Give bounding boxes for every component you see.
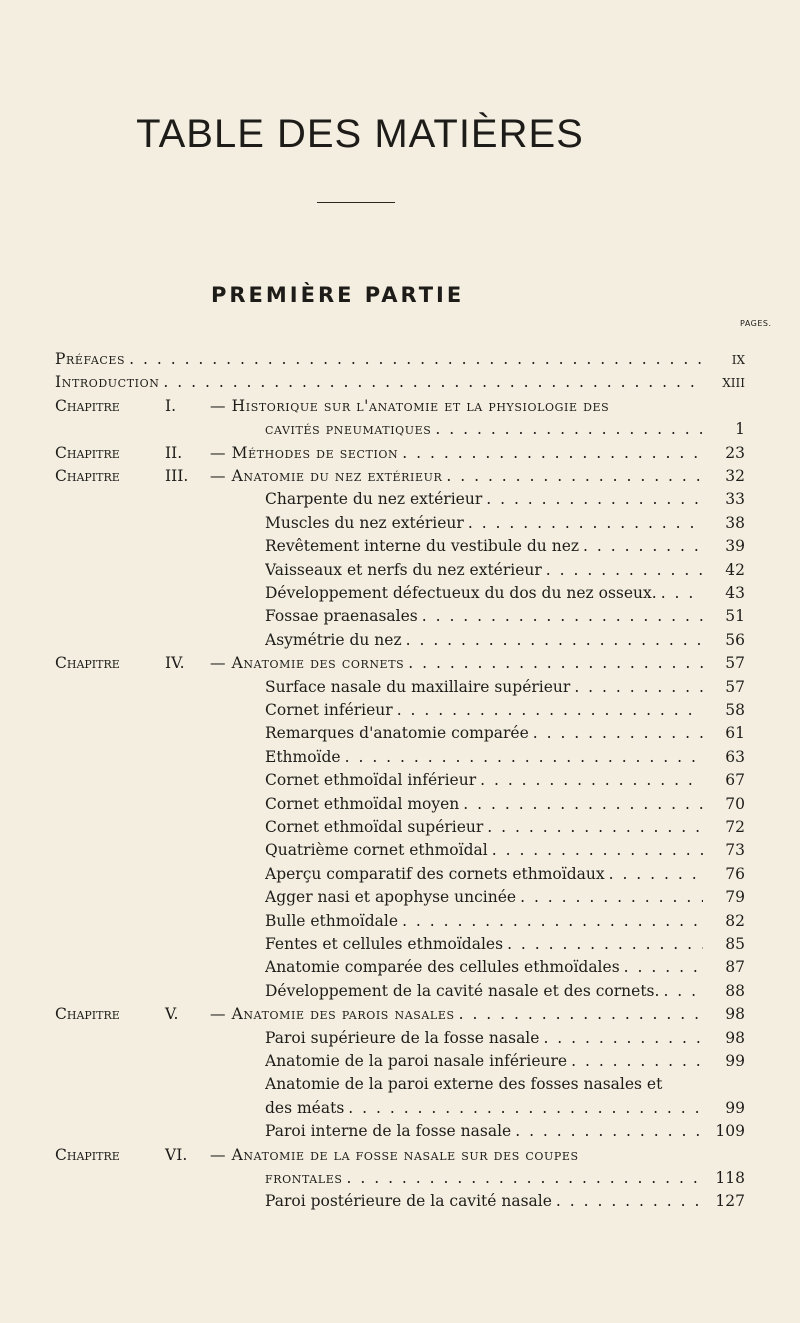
page-number: 99 xyxy=(725,1098,745,1117)
dot-leader xyxy=(609,863,703,885)
dot-leader xyxy=(624,956,703,978)
toc-entry xyxy=(55,348,745,371)
toc-entry xyxy=(265,676,745,698)
chapter-number: VI. xyxy=(165,1145,188,1164)
dot-leader xyxy=(129,348,703,370)
part-title: PREMIÈRE PARTIE xyxy=(211,283,465,307)
dot-leader xyxy=(486,488,703,510)
page-number: 76 xyxy=(725,864,745,883)
toc-section-row xyxy=(55,512,745,534)
toc-chapter-row xyxy=(55,1167,745,1189)
page-number: 98 xyxy=(725,1005,745,1024)
dot-leader xyxy=(345,746,703,768)
chapter-label: Chapitre xyxy=(55,654,120,673)
page-number: 57 xyxy=(725,677,745,696)
toc-section-row xyxy=(55,910,745,932)
toc-section-row xyxy=(55,1073,745,1095)
page-number: 98 xyxy=(725,1028,745,1047)
entry-text: Cornet ethmoïdal moyen xyxy=(265,794,460,813)
toc-chapter-row xyxy=(55,442,745,464)
entry-text: Remarques d'anatomie comparée xyxy=(265,724,529,743)
toc-entry xyxy=(210,652,745,674)
toc-section-row xyxy=(55,793,745,815)
toc-section-row xyxy=(55,699,745,721)
page-number: 42 xyxy=(725,560,745,579)
toc-section-row xyxy=(55,676,745,698)
toc-entry xyxy=(265,1120,745,1142)
toc-section-row xyxy=(55,746,745,768)
toc-section-row xyxy=(55,956,745,978)
toc-chapter-row xyxy=(55,418,745,440)
dot-leader xyxy=(515,1120,703,1142)
toc-chapter-row xyxy=(55,1144,745,1166)
toc-entry xyxy=(265,559,745,581)
entry-text: Introduction xyxy=(55,373,160,392)
toc-section-row xyxy=(55,722,745,744)
toc-section-row xyxy=(55,839,745,861)
toc-chapter-row xyxy=(55,1003,745,1025)
dot-leader xyxy=(663,980,703,1002)
entry-text: Charpente du nez extérieur xyxy=(265,490,483,509)
entry-text: Développement défectueux du dos du nez osseux. xyxy=(265,584,657,602)
entry-text: Revêtement interne du vestibule du nez xyxy=(265,537,580,556)
dot-leader xyxy=(480,769,703,791)
toc-chapter-row xyxy=(55,652,745,674)
toc-section-row xyxy=(55,629,745,651)
dot-leader xyxy=(468,512,703,534)
page-number: 23 xyxy=(725,443,745,462)
toc-entry xyxy=(210,1144,745,1166)
toc-front-matter-row xyxy=(55,348,745,370)
dot-leader xyxy=(661,582,703,604)
title-divider xyxy=(317,202,395,203)
chapter-label: Chapitre xyxy=(55,1145,120,1164)
toc-section-row xyxy=(55,1050,745,1072)
page-number: 57 xyxy=(725,654,745,673)
toc-entry xyxy=(265,1050,745,1072)
chapter-number: III. xyxy=(165,467,189,485)
entry-text: frontales xyxy=(265,1169,343,1187)
dot-leader xyxy=(422,605,703,627)
toc-entry xyxy=(265,535,745,557)
page-number: 109 xyxy=(715,1122,745,1141)
chapter-number: V. xyxy=(165,1005,179,1024)
entry-text: Cornet inférieur xyxy=(265,701,393,719)
page-number: 73 xyxy=(725,841,745,860)
dot-leader xyxy=(402,910,703,932)
dot-leader xyxy=(435,418,703,440)
toc-entry xyxy=(265,910,745,932)
entry-text: Paroi postérieure de la cavité nasale xyxy=(265,1192,552,1211)
page-number: 58 xyxy=(725,701,745,719)
page-number: 33 xyxy=(725,490,745,509)
toc-section-row xyxy=(55,1190,745,1212)
pages-column-label: PAGES. xyxy=(740,319,772,328)
dot-leader xyxy=(487,816,703,838)
entry-text: cavités pneumatiques xyxy=(265,420,432,439)
entry-text: — Anatomie du nez extérieur xyxy=(210,467,443,485)
chapter-number: IV. xyxy=(165,654,185,673)
chapter-label: Chapitre xyxy=(55,1005,120,1024)
toc-entry xyxy=(265,699,745,721)
page-number: 72 xyxy=(725,818,745,836)
dot-leader xyxy=(507,933,703,955)
entry-text: Asymétrie du nez xyxy=(265,630,402,649)
toc-section-row xyxy=(55,1027,745,1049)
page-number: 43 xyxy=(725,584,745,602)
entry-text: Anatomie de la paroi externe des fosses nasales et xyxy=(265,1075,663,1094)
entry-text: — Anatomie des cornets xyxy=(210,654,405,673)
entry-text: Aperçu comparatif des cornets ethmoïdaux xyxy=(265,864,605,883)
toc-entry xyxy=(55,371,745,394)
page-number: 99 xyxy=(725,1052,745,1070)
toc-section-row xyxy=(55,1097,745,1119)
page-number: 127 xyxy=(715,1192,745,1211)
entry-text: Développement de la cavité nasale et des cornets. xyxy=(265,981,660,1000)
entry-text: Muscles du nez extérieur xyxy=(265,513,464,532)
entry-text: Paroi interne de la fosse nasale xyxy=(265,1122,512,1141)
toc-entry xyxy=(265,980,745,1002)
dot-leader xyxy=(163,371,703,393)
toc-entry xyxy=(265,512,745,534)
page-number: 1 xyxy=(735,420,745,439)
page-number: 87 xyxy=(725,958,745,977)
toc-chapter-row xyxy=(55,395,745,417)
dot-leader xyxy=(463,793,703,815)
page-number: 63 xyxy=(725,747,745,766)
chapter-number: II. xyxy=(165,443,183,462)
entry-text: Agger nasi et apophyse uncinée xyxy=(265,888,517,907)
dot-leader xyxy=(492,839,703,861)
page-number: 61 xyxy=(725,724,745,743)
page-number: 88 xyxy=(725,981,745,1000)
toc-entry xyxy=(265,746,745,768)
toc-section-row xyxy=(55,769,745,791)
page-number: 82 xyxy=(725,911,745,930)
dot-leader xyxy=(446,465,703,487)
entry-text: Préfaces xyxy=(55,350,126,368)
page-number: 70 xyxy=(725,794,745,813)
toc-entry xyxy=(265,629,745,651)
entry-text: Vaisseaux et nerfs du nez extérieur xyxy=(265,560,542,579)
dot-leader xyxy=(406,629,703,651)
entry-text: Surface nasale du maxillaire supérieur xyxy=(265,677,571,696)
toc-entry xyxy=(210,395,745,417)
page-number: 56 xyxy=(725,630,745,649)
chapter-label: Chapitre xyxy=(55,443,120,462)
toc-section-row xyxy=(55,816,745,838)
toc-entry xyxy=(265,605,745,627)
toc-section-row xyxy=(55,933,745,955)
entry-text: Anatomie de la paroi nasale inférieure xyxy=(265,1052,568,1070)
dot-leader xyxy=(397,699,703,721)
toc-entry xyxy=(265,488,745,510)
entry-text: — Méthodes de section xyxy=(210,443,399,462)
dot-leader xyxy=(347,1167,703,1189)
dot-leader xyxy=(556,1190,703,1212)
entry-text: Anatomie comparée des cellules ethmoïdales xyxy=(265,958,620,977)
page-number: 39 xyxy=(725,537,745,556)
toc-section-row xyxy=(55,605,745,627)
toc-entry xyxy=(265,886,745,908)
chapter-number: I. xyxy=(165,396,177,415)
entry-text: — Anatomie de la fosse nasale sur des coupes xyxy=(210,1145,579,1164)
toc-entry xyxy=(265,418,745,440)
page-number: 67 xyxy=(725,771,745,790)
dot-leader xyxy=(583,535,703,557)
toc-entry xyxy=(265,839,745,861)
toc-entry xyxy=(265,1167,745,1189)
toc-entry xyxy=(265,933,745,955)
toc-section-row xyxy=(55,488,745,510)
page-number: 118 xyxy=(715,1169,745,1187)
entry-text: — Historique sur l'anatomie et la physiologie des xyxy=(210,396,610,415)
dot-leader xyxy=(408,652,703,674)
page-number: IX xyxy=(731,353,745,367)
page-number: 51 xyxy=(725,607,745,626)
toc-entry xyxy=(265,1097,745,1119)
dot-leader xyxy=(459,1003,703,1025)
toc-section-row xyxy=(55,980,745,1002)
dot-leader xyxy=(571,1050,703,1072)
entry-text: Cornet ethmoïdal supérieur xyxy=(265,818,484,836)
toc-section-row xyxy=(55,863,745,885)
document-title: TABLE DES MATIÈRES xyxy=(136,112,584,156)
toc-entry xyxy=(265,1027,745,1049)
page-number: XIII xyxy=(722,376,745,391)
dot-leader xyxy=(402,442,703,464)
page-number: 32 xyxy=(725,467,745,485)
toc-section-row xyxy=(55,559,745,581)
entry-text: Bulle ethmoïdale xyxy=(265,911,399,930)
dot-leader xyxy=(533,722,703,744)
toc-entry xyxy=(265,769,745,791)
toc-entry xyxy=(210,442,745,464)
entry-text: Cornet ethmoïdal inférieur xyxy=(265,771,477,790)
entry-text: Quatrième cornet ethmoïdal xyxy=(265,841,488,860)
toc-section-row xyxy=(55,582,745,604)
entry-text: des méats xyxy=(265,1098,345,1117)
page-number: 38 xyxy=(725,513,745,532)
toc-section-row xyxy=(55,1120,745,1142)
toc-entry xyxy=(265,816,745,838)
toc-entry xyxy=(265,956,745,978)
entry-text: Fentes et cellules ethmoïdales xyxy=(265,935,504,953)
toc-front-matter-row xyxy=(55,371,745,393)
toc-entry xyxy=(265,722,745,744)
entry-text: Fossae praenasales xyxy=(265,607,418,626)
chapter-label: Chapitre xyxy=(55,467,120,485)
toc-entry xyxy=(265,1073,745,1095)
toc-entry xyxy=(265,582,745,604)
page-number: 85 xyxy=(725,935,745,953)
dot-leader xyxy=(543,1027,703,1049)
toc-entry xyxy=(265,863,745,885)
dot-leader xyxy=(546,559,703,581)
toc-entry xyxy=(210,1003,745,1025)
toc-entry xyxy=(265,1190,745,1212)
chapter-label: Chapitre xyxy=(55,396,120,415)
page-number: 79 xyxy=(725,888,745,907)
toc-section-row xyxy=(55,535,745,557)
entry-text: Paroi supérieure de la fosse nasale xyxy=(265,1028,540,1047)
toc-entry xyxy=(210,465,745,487)
dot-leader xyxy=(574,676,703,698)
entry-text: — Anatomie des parois nasales xyxy=(210,1005,455,1024)
dot-leader xyxy=(348,1097,703,1119)
toc-chapter-row xyxy=(55,465,745,487)
toc-section-row xyxy=(55,886,745,908)
toc-entry xyxy=(265,793,745,815)
dot-leader xyxy=(520,886,703,908)
entry-text: Ethmoïde xyxy=(265,747,341,766)
